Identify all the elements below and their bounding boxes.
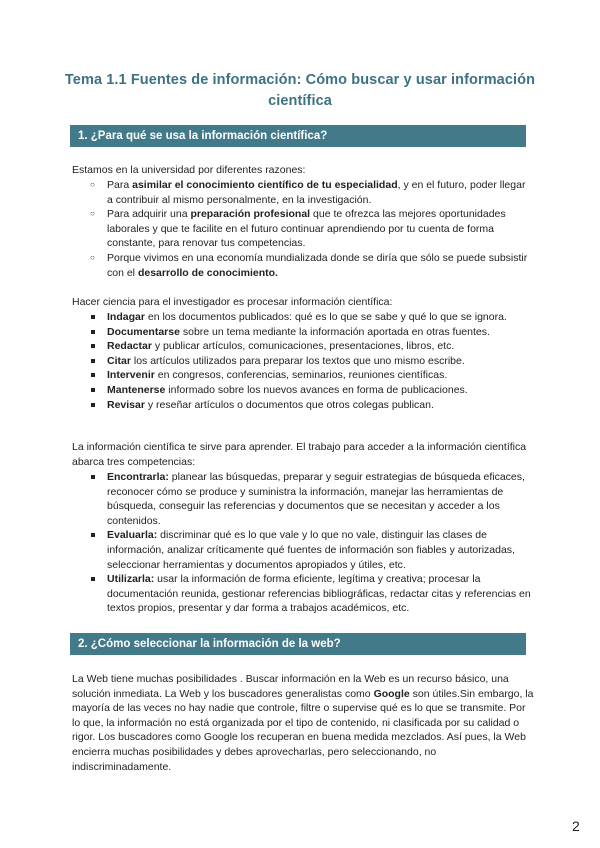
competencies-list: [72, 470, 534, 616]
list-item: Documentarse sobre un tema mediante la información aportada en otras fuentes.: [72, 325, 534, 340]
page-number: 2: [572, 818, 580, 834]
list-item: Intervenir en congresos, conferencias, seminarios, reuniones científicas.: [72, 368, 534, 383]
competencies-intro: La información científica te sirve para aprender. El trabajo para acceder a la información científica abarca tres competencias:: [72, 441, 527, 468]
list-item: Redactar y publicar artículos, comunicaciones, presentaciones, libros, etc.: [72, 339, 534, 354]
list-item: Indagar en los documentos publicados: qué es lo que se sabe y qué lo que se ignora.: [72, 310, 534, 325]
list-item: ○ Porque vivimos en una economía mundializada donde se diría que sólo se puede subsistir con el desarrollo de conocimiento.: [72, 251, 534, 280]
list-item: ○ Para asimilar el conocimiento científico de tu especialidad, y en el futuro, poder llegar a contribuir al mismo personalmente, en la investigación.: [72, 178, 534, 207]
web-paragraph: La Web tiene muchas posibilidades . Buscar información en la Web es un recurso básico, una solución inmediata. La Web y los buscadores generalistas como Google son útiles.Sin embargo, la mayoría de las veces no hay nadie que controle, filtre o supervise qué es lo que se transmite. Por lo que, la información no está organizada por el tipo de contenido, ni clasificada por su calidad o rigor. Los buscadores como Google los recuperan en buena medida mezclados. Así pues, la Web encierra muchas posibilidades y debes aprovecharlas, pero seleccionando, no indiscriminadamente.: [72, 673, 534, 773]
list-item: Utilizarla: usar la información de forma eficiente, legítima y creativa; procesar la documentación reunida, gestionar referencias bibliográficas, redactar citas y referencias en textos propios, presentar y dar forma a trabajos académicos, etc.: [72, 572, 534, 616]
list-item: Encontrarla: planear las búsquedas, preparar y seguir estrategias de búsqueda eficaces, reconocer cómo se produce y suministra la información, manejar las herramientas de búsqueda, conseguir las referencias y documentos que se necesitan y acceder a los contenidos.: [72, 470, 534, 528]
list-item: Evaluarla: discriminar qué es lo que vale y lo que no vale, distinguir las clases de información, analizar críticamente qué fuentes de información son fiables y autorizadas, seleccionar herramientas y documentos apropiados y útiles, etc.: [72, 528, 534, 572]
reasons-intro: Estamos en la universidad por diferentes razones:: [72, 164, 306, 176]
list-item: ○ Para adquirir una preparación profesional que te ofrezca las mejores oportunidades laborales y que te facilite en el futuro continuar aprendiendo por tu cuenta de forma constante, para renovar tus competencias.: [72, 207, 534, 251]
section-1-heading: 1. ¿Para qué se usa la información científica?: [70, 125, 526, 147]
title-line-1: Tema 1.1 Fuentes de información: Cómo buscar y usar información: [64, 72, 536, 88]
title-line-2: científica: [268, 93, 332, 109]
page-title: [60, 70, 540, 112]
section-2-heading: 2. ¿Cómo seleccionar la información de la web?: [70, 633, 526, 655]
list-item: Citar los artículos utilizados para preparar los textos que uno mismo escribe.: [72, 354, 534, 369]
list-item: Revisar y reseñar artículos o documentos que otros colegas publican.: [72, 398, 534, 413]
science-intro: Hacer ciencia para el investigador es procesar información científica:: [72, 296, 393, 308]
reasons-list: [72, 178, 534, 280]
list-item: Mantenerse informado sobre los nuevos avances en forma de publicaciones.: [72, 383, 534, 398]
science-list: [72, 310, 534, 412]
